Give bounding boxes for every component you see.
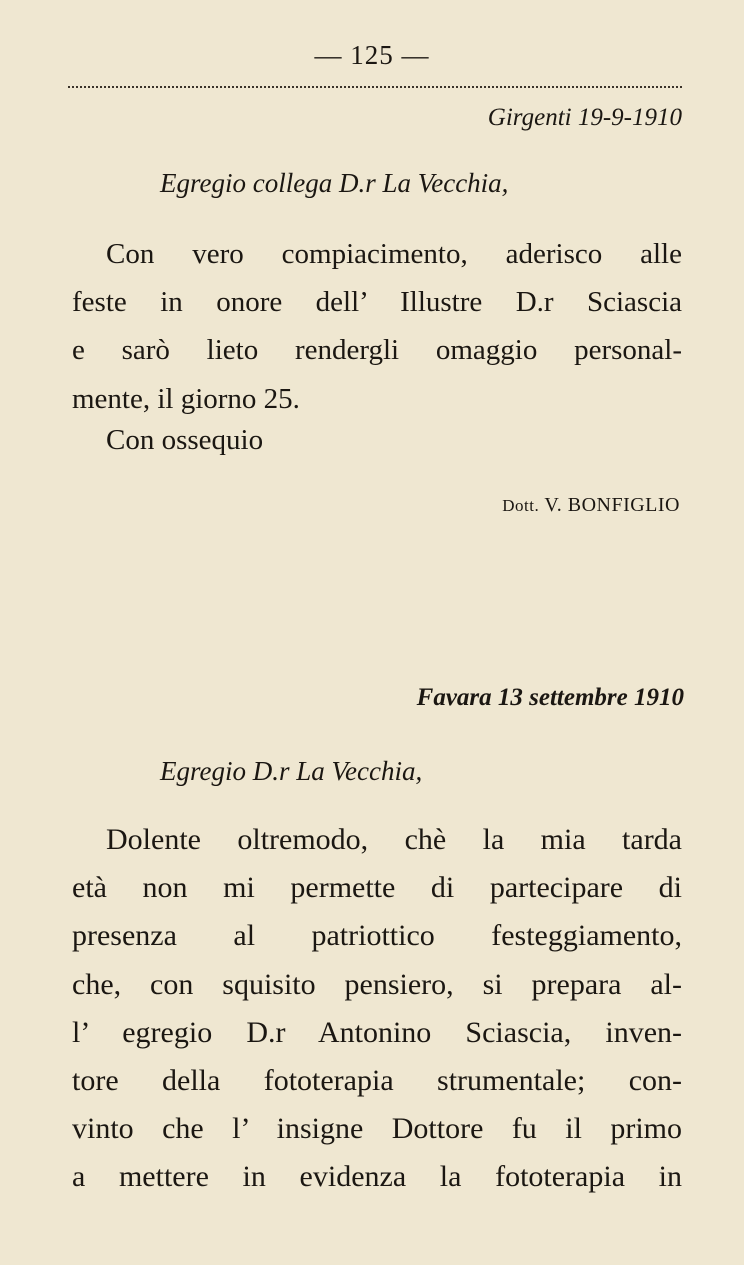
letter1-signature <box>502 494 680 517</box>
signature-title: Dott. <box>502 496 540 515</box>
letter1-line: Con vero compiacimento, aderisco alle <box>106 238 682 270</box>
letter1-greeting: Egregio collega D.r La Vecchia, <box>160 168 509 198</box>
letter1-line: e sarò lieto rendergli omaggio personal- <box>72 334 682 367</box>
signature-name: V. BONFIGLIO <box>544 494 680 516</box>
letter2-line: a mettere in evidenza la fototerapia in <box>72 1160 682 1194</box>
letter1-date: Girgenti 19-9-1910 <box>487 104 682 131</box>
letter2-line: l’ egregio D.r Antonino Sciascia, inven- <box>72 1015 682 1049</box>
letter2-body <box>72 816 682 1202</box>
letter2-line: presenza al patriottico festeggiamento, <box>72 919 682 953</box>
page-number: — 125 — <box>314 40 430 70</box>
letter2-line: tore della fototerapia strumentale; con- <box>72 1064 682 1098</box>
header-dotted-rule <box>68 86 682 88</box>
letter2-date: Favara 13 settembre 1910 <box>416 684 684 711</box>
letter1-closing: Con ossequio <box>106 424 264 456</box>
letter2-line: che, con squisito pensiero, si prepara al- <box>72 967 682 1001</box>
letter2-line: età non mi permette di partecipare di <box>72 871 682 905</box>
letter2-greeting: Egregio D.r La Vecchia, <box>160 756 423 786</box>
letter1-body <box>72 230 682 423</box>
letter1-line: feste in onore dell’ Illustre D.r Sciascia <box>72 286 682 319</box>
letter2-line: vinto che l’ insigne Dottore fu il primo <box>72 1112 682 1146</box>
letter2-line: Dolente oltremodo, chè la mia tarda <box>106 823 682 856</box>
letter1-line: mente, il giorno 25. <box>72 382 300 415</box>
